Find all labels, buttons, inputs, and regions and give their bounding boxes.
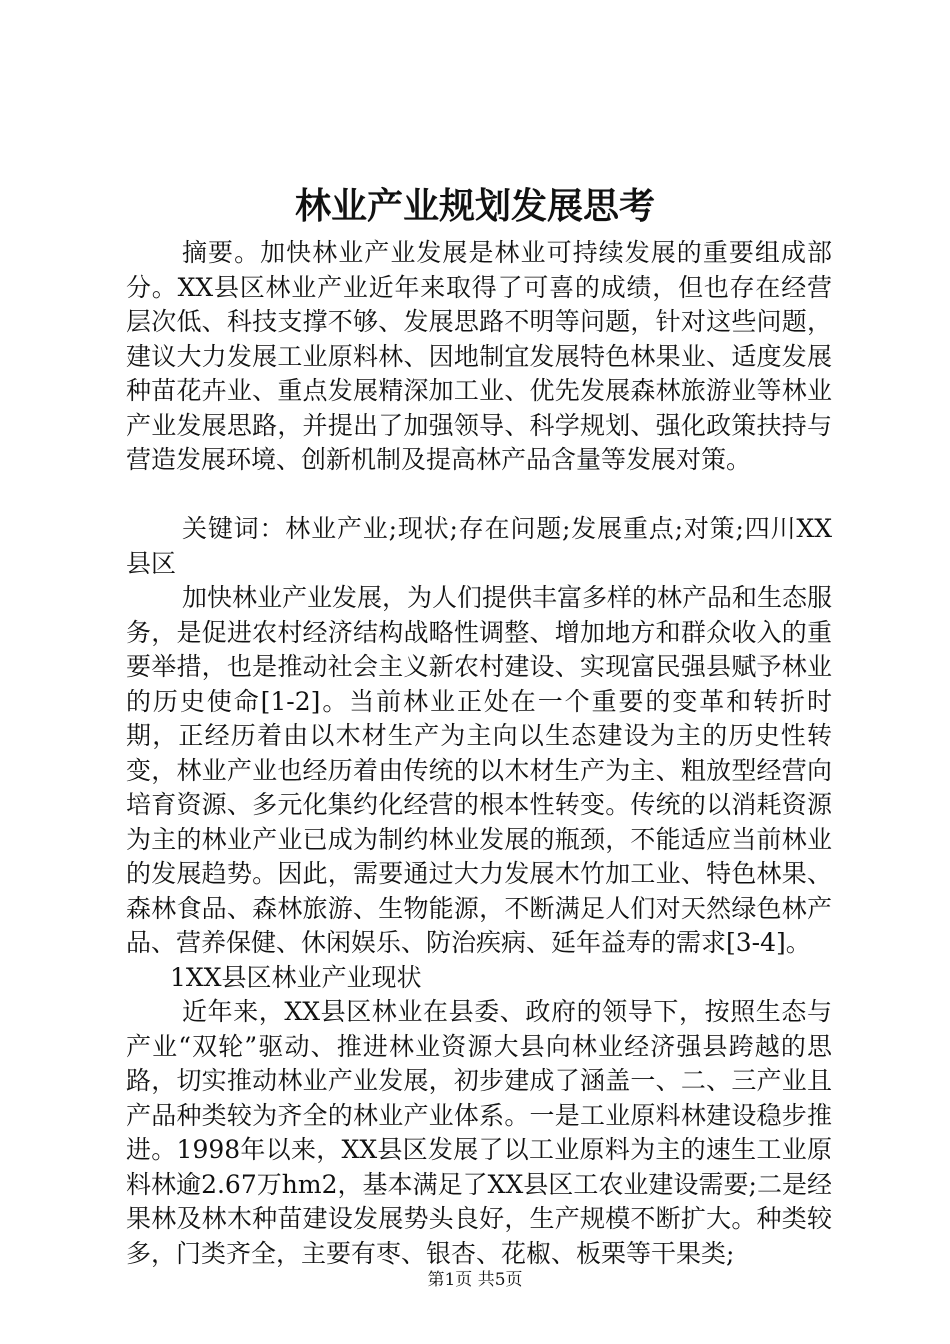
section-paragraph: 近年来，XX县区林业在县委、政府的领导下，按照生态与产业“双轮”驱动、推进林业资源大县向林业经济强县跨越的思路，切实推动林业产业发展，初步建成了涵盖一、二、三产业且产品种类较为齐全的林业产业体系。一是工业原料林建设稳步推进。1998年以来，XX县区发展了以工业原料为主的速生工业原料林逾2.67万hm2，基本满足了XX县区工农业建设需要;二是经果林及林木种苗建设发展势头良好，生产规模不断扩大。种类较多，门类齐全，主要有枣、银杏、花椒、板栗等干果类;	[126, 997, 832, 1268]
document-title: 林业产业规划发展思考	[294, 186, 655, 227]
abstract-paragraph: 摘要。加快林业产业发展是林业可持续发展的重要组成部分。XX县区林业产业近年来取得了可喜的成绩，但也存在经营层次低、科技支撑不够、发展思路不明等问题，针对这些问题，建议大力发展工业原料林、因地制宜发展特色林果业、适度发展种苗花卉业、重点发展精深加工业、优先发展森林旅游业等林业产业发展思路，并提出了加强领导、科学规划、强化政策扶持与营造发展环境、创新机制及提高林产品含量等发展对策。	[126, 238, 832, 474]
section-heading: 1XX县区林业产业现状	[170, 962, 422, 992]
document-body	[126, 236, 832, 1271]
page-indicator: 第1页 共5页	[427, 1270, 523, 1290]
keywords-paragraph: 关键词：林业产业;现状;存在问题;发展重点;对策;四川XX县区	[126, 514, 832, 578]
intro-paragraph: 加快林业产业发展，为人们提供丰富多样的林产品和生态服务，是促进农村经济结构战略性调整、增加地方和群众收入的重要举措，也是推动社会主义新农村建设、实现富民强县赋予林业的历史使命[1-2]。当前林业正处在一个重要的变革和转折时期，正经历着由以木材生产为主向以生态建设为主的历史性转变，林业产业也经历着由传统的以木材生产为主、粗放型经营向培育资源、多元化集约化经营的根本性转变。传统的以消耗资源为主的林业产业已成为制约林业发展的瓶颈，不能适应当前林业的发展趋势。因此，需要通过大力发展木竹加工业、特色林果、森林食品、森林旅游、生物能源，不断满足人们对天然绿色林产品、营养保健、休闲娱乐、防治疾病、延年益寿的需求[3-4]。	[126, 583, 833, 957]
